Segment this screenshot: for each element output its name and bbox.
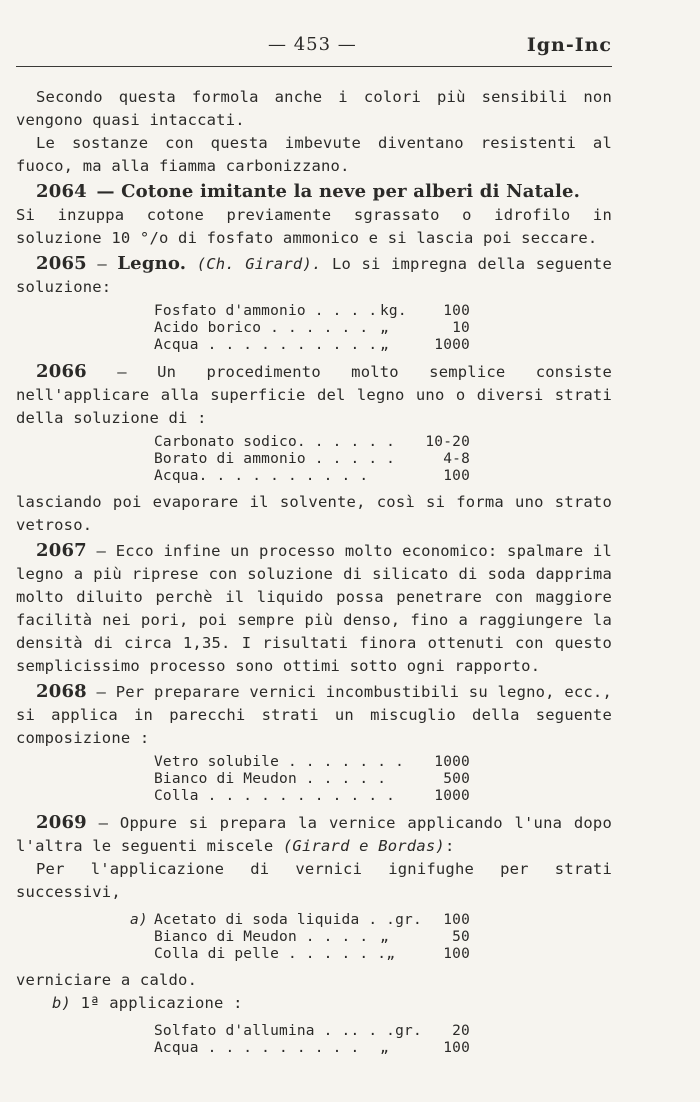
recipe-row: Colla di pelle . . . . . . „ 100 <box>154 946 470 962</box>
section-2067 <box>16 539 612 678</box>
section-2069 <box>16 811 612 858</box>
section-2066-after: lasciando poi evaporare il solvente, così si forma uno strato vetroso. <box>16 493 612 534</box>
recipe-row: Carbonato sodico. . . . . . 10-20 <box>154 434 470 450</box>
section-2066 <box>16 360 612 430</box>
section-2069-b <box>16 992 612 1015</box>
section-2065 <box>16 252 612 299</box>
recipe-row: Bianco di Meudon . . . . . 500 <box>154 771 470 787</box>
section-title: — Cotone imitante la neve per alberi di Natale. <box>96 181 581 202</box>
running-head: Ign-Inc <box>526 34 612 56</box>
list-marker-a: a) <box>130 912 148 928</box>
section-number: 2069 <box>36 812 87 833</box>
recipe-row: Bianco di Meudon . . . . „ 50 <box>154 929 470 945</box>
section-text: — Oppure si prepara la vernice applicando l'una dopo l'altra le seguenti miscele <box>16 814 612 855</box>
recipe-row: Acido borico . . . . . . „ 10 <box>154 320 470 336</box>
section-number: 2065 <box>36 253 87 274</box>
section-text: : <box>444 837 455 855</box>
section-2069-p2: Per l'applicazione di vernici ignifughe per strati successivi, <box>16 860 612 901</box>
section-text: — Ecco infine un processo molto economico: spalmare il legno a più riprese con soluzione di silicato di soda dapprima molto diluito perchè il liquido possa penetrare con maggiore facilità nei pori, poi sempre più denso, fino a raggiungere la densità di circa 1,35. I risultati finora ottenuti con questo semplicissimo processo sono ottimi sotto ogni rapporto. <box>16 542 612 675</box>
section-2068 <box>16 680 612 750</box>
list-marker-b: b) <box>52 994 72 1012</box>
section-number: 2068 <box>36 681 87 702</box>
intro-paragraph-1: Secondo questa formola anche i colori più sensibili non vengono quasi intaccati. <box>16 88 612 129</box>
section-number: 2064 <box>36 181 87 202</box>
section-text: — Per preparare vernici incombustibili su legno, ecc., si applica in parecchi strati un miscuglio della seguente composizione : <box>16 683 612 747</box>
recipe-row: Colla . . . . . . . . . . . 1000 <box>154 788 470 804</box>
section-source: (Girard e Bordas) <box>282 837 445 855</box>
section-number: 2066 <box>36 361 87 382</box>
section-title: Legno. <box>117 253 187 274</box>
recipe-table-2065 <box>16 303 612 354</box>
section-text: Lo si impregna della seguente soluzione: <box>16 255 612 296</box>
recipe-table-2068 <box>16 754 612 805</box>
section-text: 1ª applicazione : <box>71 994 243 1012</box>
recipe-row: Vetro solubile . . . . . . . 1000 <box>154 754 470 770</box>
section-2064-text: Si inzuppa cotone previamente sgrassato o idrofilo in soluzione 10 °/o di fosfato ammonico e si lascia poi seccare. <box>16 206 612 247</box>
page-number: — 453 — <box>268 34 357 55</box>
recipe-row: Fosfato d'ammonio . . . . kg. 100 <box>154 303 470 319</box>
recipe-table-2066 <box>16 434 612 485</box>
page-header <box>0 30 700 60</box>
header-rule <box>16 66 612 67</box>
intro-paragraph-2: Le sostanze con questa imbevute diventano resistenti al fuoco, ma alla fiamma carbonizzano. <box>16 134 612 175</box>
recipe-row: a) Acetato di soda liquida . . gr. 100 <box>130 912 470 928</box>
section-source: (Ch. Girard). <box>196 255 322 273</box>
recipe-table-2069-b <box>16 1023 612 1057</box>
section-dash: — <box>86 255 118 273</box>
recipe-row: Borato di ammonio . . . . . 4-8 <box>154 451 470 467</box>
section-text: — Un procedimento molto semplice consiste nell'applicare alla superficie del legno uno o diversi strati della soluzione di : <box>16 363 612 427</box>
recipe-row: Acqua. . . . . . . . . . 100 <box>154 468 470 484</box>
section-2069-after-a: verniciare a caldo. <box>16 971 198 989</box>
section-number: 2067 <box>36 540 87 561</box>
recipe-row: Acqua . . . . . . . . . . „ 1000 <box>154 337 470 353</box>
page-body <box>16 86 612 1063</box>
recipe-row: Acqua . . . . . . . . . „ 100 <box>154 1040 470 1056</box>
recipe-row: Solfato d'allumina . .. . . gr. 20 <box>154 1023 470 1039</box>
recipe-table-2069-a <box>16 912 612 963</box>
section-2064 <box>16 180 612 204</box>
